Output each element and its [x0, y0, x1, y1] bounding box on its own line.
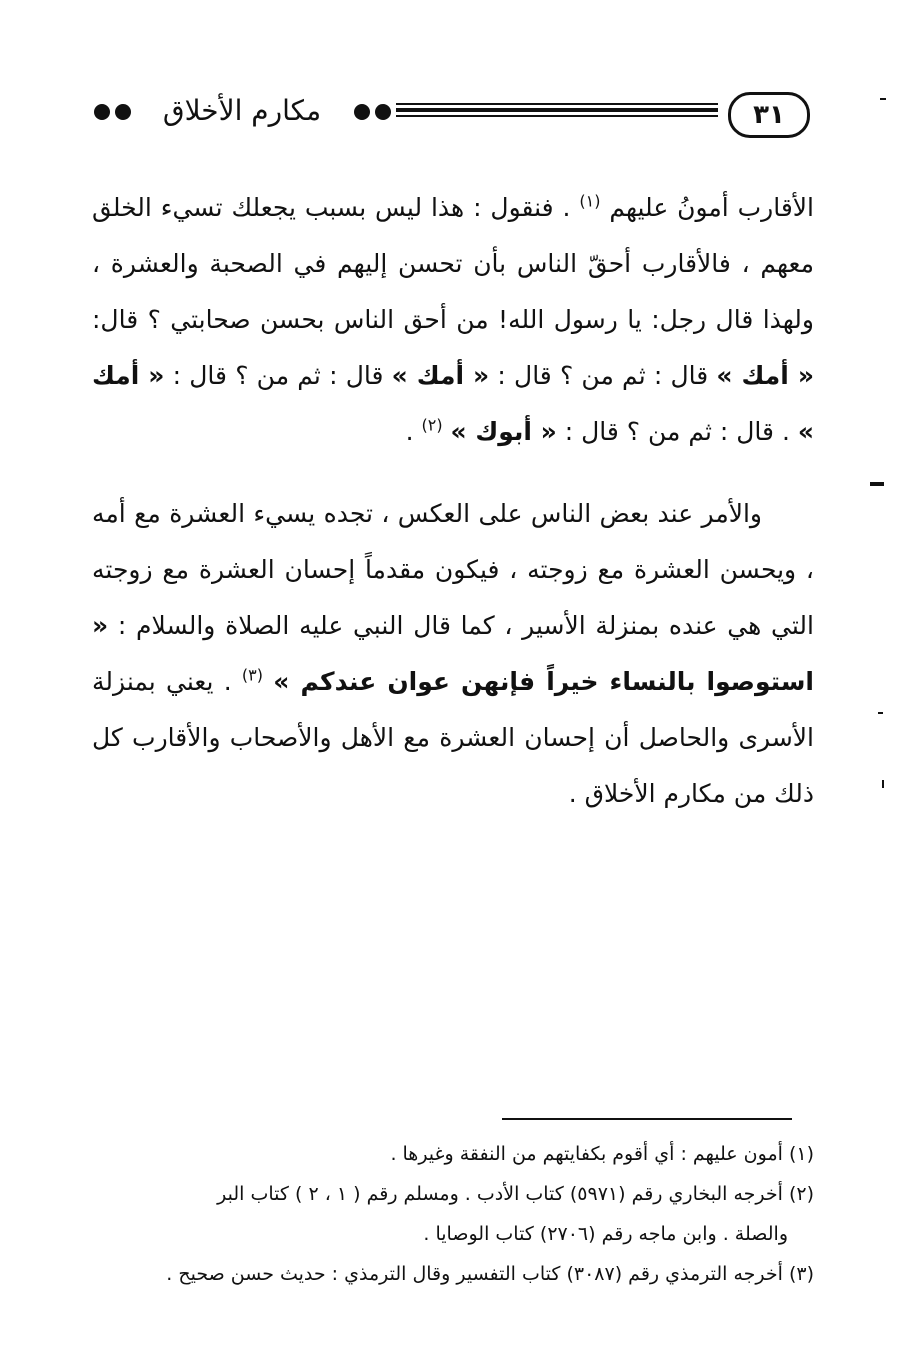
text-run: . قال : ثم من ؟ قال :: [564, 417, 790, 446]
footnote-2: (٢) أخرجه البخاري رقم (٥٩٧١) كتاب الأدب . ومسلم رقم ( ١ ، ٢ ) كتاب البر: [217, 1183, 814, 1205]
text-run: قال : ثم من ؟ قال :: [172, 361, 384, 390]
footnote-3: (٣) أخرجه الترمذي رقم (٣٠٨٧) كتاب التفسير وقال الترمذي : حديث حسن صحيح .: [166, 1263, 814, 1285]
header-dots-left: [94, 104, 131, 120]
scan-mark: [878, 712, 883, 714]
hadith-quote: « أمك »: [391, 361, 490, 390]
scan-mark: [870, 482, 884, 486]
hadith-quote: « أمك »: [92, 361, 814, 446]
header-rule: [396, 103, 718, 120]
paragraph-2: [92, 486, 814, 822]
text-run: الأقارب أمونُ عليهم: [609, 193, 814, 222]
text-run: والأمر عند بعض الناس على العكس ، تجده يسيء العشرة مع أمه ، ويحسن العشرة مع زوجته ، فيكون مقدماً إحسان العشرة مع زوجته التي هي عنده بمنزلة الأسير ، كما قال النبي عليه الصلاة والسلام :: [92, 499, 814, 640]
hadith-quote: « أمك »: [716, 361, 814, 390]
ornament-dot-icon: [375, 104, 391, 120]
text-run: . فنقول : هذا ليس بسبب يجعلك تسيء الخلق معهم ، فالأقارب أحقّ الناس بأن تحسن إليهم في الصحبة والعشرة ، ولهذا قال رجل: يا رسول الله! من أحق الناس بحسن صحابتي ؟ قال:: [92, 193, 814, 334]
footnote-separator: [502, 1118, 792, 1120]
paragraph-1: [92, 180, 814, 460]
text-run: قال : ثم من ؟ قال :: [497, 361, 709, 390]
text-run: .: [405, 417, 414, 446]
header-dots-right: [354, 104, 391, 120]
ornament-dot-icon: [354, 104, 370, 120]
running-title: مكارم الأخلاق: [162, 94, 322, 127]
scan-mark: [882, 780, 884, 788]
footnote-2-continued: والصلة . وابن ماجه رقم (٢٧٠٦) كتاب الوصايا .: [423, 1223, 788, 1245]
footnote-1: (١) أمون عليهم : أي أقوم بكفايتهم من النفقة وغيرها .: [390, 1143, 814, 1165]
page-number: ٣١: [728, 92, 810, 138]
ornament-dot-icon: [115, 104, 131, 120]
hadith-quote: « أبوك »: [450, 417, 557, 446]
scan-mark: [880, 98, 886, 100]
page-header: [88, 88, 810, 146]
footnotes: [92, 1134, 814, 1294]
ornament-dot-icon: [94, 104, 110, 120]
text-run: . يعني بمنزلة الأسرى والحاصل أن إحسان العشرة مع الأهل والأصحاب والأقارب كل ذلك من مكارم الأخلاق .: [92, 667, 814, 808]
hadith-quote: « استوصوا بالنساء خيراً فإنهن عوان عندكم »: [92, 611, 814, 696]
footnote-ref: (٢): [421, 415, 443, 435]
footnote-ref: (٣): [241, 665, 264, 685]
footnote-ref: (١): [579, 191, 601, 211]
main-text: [92, 180, 814, 822]
